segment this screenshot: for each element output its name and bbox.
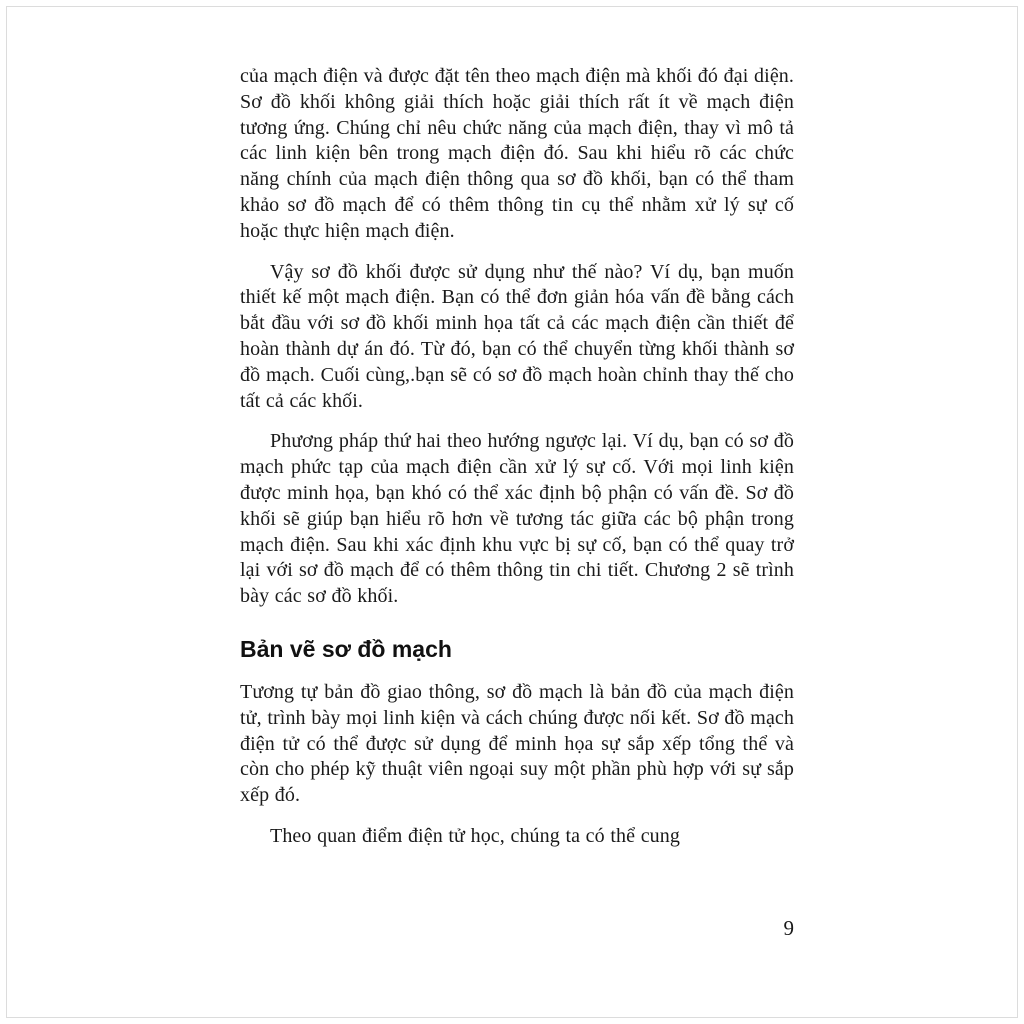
body-paragraph: Phương pháp thứ hai theo hướng ngược lại. Ví dụ, bạn có sơ đồ mạch phức tạp của mạch điện cần xử lý sự cố. Với mọi linh kiện được minh họa, bạn khó có thể xác định bộ phận có vấn đề. Sơ đồ khối sẽ giúp bạn hiểu rõ hơn về tương tác giữa các bộ phận trong mạch điện. Sau khi xác định khu vực bị sự cố, bạn có thể quay trở lại với sơ đồ mạch để có thêm thông tin chi tiết. Chương 2 sẽ trình bày các sơ đồ khối. xyxy=(240,430,794,608)
page-number: 9 xyxy=(783,916,794,940)
text-block xyxy=(240,64,794,865)
body-paragraph: Theo quan điểm điện tử học, chúng ta có thể cung xyxy=(270,824,680,847)
section-heading: Bản vẽ sơ đồ mạch xyxy=(240,635,452,662)
body-paragraph: của mạch điện và được đặt tên theo mạch điện mà khối đó đại diện. Sơ đồ khối không giải thích hoặc giải thích rất ít về mạch điện tương ứng. Chúng chỉ nêu chức năng của mạch điện, thay vì mô tả các linh kiện bên trong mạch điện đó. Sau khi hiểu rõ các chức năng chính của mạch điện thông qua sơ đồ khối, bạn có thể tham khảo sơ đồ mạch để có thêm thông tin cụ thể nhằm xử lý sự cố hoặc thực hiện mạch điện. xyxy=(240,65,794,242)
body-paragraph: Tương tự bản đồ giao thông, sơ đồ mạch là bản đồ của mạch điện tử, trình bày mọi linh kiện và cách chúng được nối kết. Sơ đồ mạch điện tử có thể được sử dụng để minh họa sự sắp xếp tổng thể và còn cho phép kỹ thuật viên ngoại suy một phần phù hợp với sự sắp xếp đó. xyxy=(240,680,794,807)
body-paragraph: Vậy sơ đồ khối được sử dụng như thế nào? Ví dụ, bạn muốn thiết kế một mạch điện. Bạn có thể đơn giản hóa vấn đề bằng cách bắt đầu với sơ đồ khối minh họa tất cả các mạch điện cần thiết để hoàn thành dự án đó. Từ đó, bạn có thể chuyển từng khối thành sơ đồ mạch. Cuối cùng,.bạn sẽ có sơ đồ mạch hoàn chỉnh thay thế cho tất cả các khối. xyxy=(240,260,794,412)
